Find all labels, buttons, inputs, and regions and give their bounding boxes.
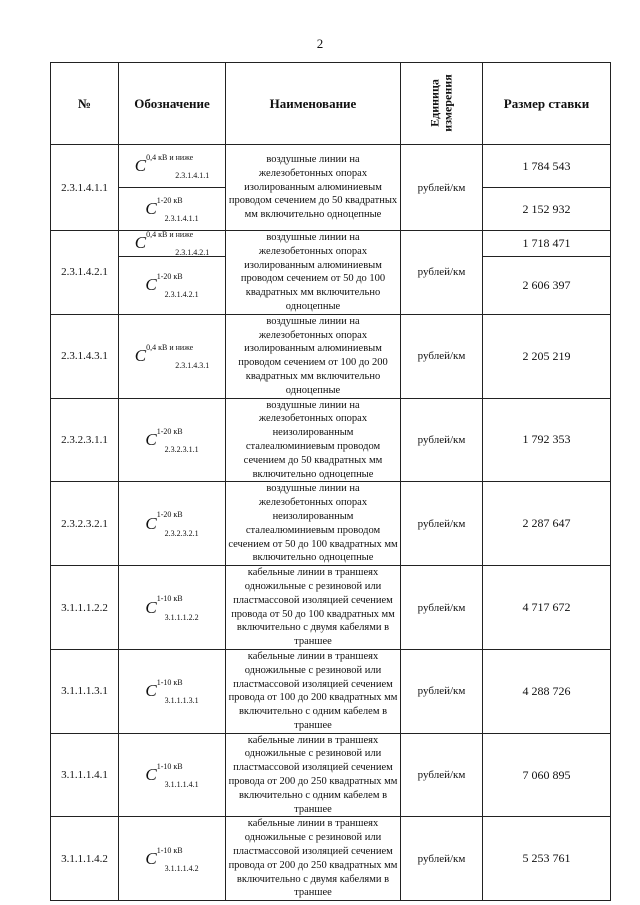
row-num: 2.3.2.3.1.1 [51,398,119,482]
row-designation: $C^{1-20 кВ}_{2.3.1.4.1.1}$ [119,188,226,231]
row-rate: 2 152 932 [483,188,611,231]
row-designation: $C^{1-10 кВ}_{3.1.1.1.3.1}$ [119,649,226,733]
table-header-row [51,63,611,145]
table-row [51,566,611,650]
row-designation: $C^{0,4 кВ и ниже}_{2.3.1.4.1.1}$ [119,145,226,188]
table-row [51,817,611,901]
row-designation: $C^{1-20 кВ}_{2.3.2.3.2.1}$ [119,482,226,566]
row-designation: $C^{1-10 кВ}_{3.1.1.1.2.2}$ [119,566,226,650]
table-row [51,398,611,482]
row-num: 3.1.1.1.2.2 [51,566,119,650]
header-designation: Обозначение [119,63,226,145]
row-unit: рублей/км [401,231,483,315]
row-designation: $C^{0,4 кВ и ниже}_{2.3.1.4.3.1}$ [119,314,226,398]
row-name: воздушные линии на железобетонных опорах изолированным алюминиевым проводом сечением от 100 до 200 квадратных мм включительно одноцепные [226,314,401,398]
row-unit: рублей/км [401,482,483,566]
row-unit: рублей/км [401,733,483,817]
row-rate: 2 606 397 [483,256,611,314]
row-num: 2.3.1.4.3.1 [51,314,119,398]
table-row [51,314,611,398]
row-name: кабельные линии в траншеях одножильные с резиновой или пластмассовой изоляцией сечением провода от 50 до 100 квадратных мм включительно с двумя кабелями в траншее [226,566,401,650]
row-num: 3.1.1.1.4.1 [51,733,119,817]
row-designation: $C^{1-10 кВ}_{3.1.1.1.4.1}$ [119,733,226,817]
row-designation: $C^{1-20 кВ}_{2.3.2.3.1.1}$ [119,398,226,482]
row-designation: $C^{1-20 кВ}_{2.3.1.4.2.1}$ [119,256,226,314]
row-rate: 5 253 761 [483,817,611,901]
row-num: 2.3.1.4.2.1 [51,231,119,315]
row-name: кабельные линии в траншеях одножильные с резиновой или пластмассовой изоляцией сечением провода от 100 до 200 квадратных мм включительно с одним кабелем в траншее [226,649,401,733]
row-unit: рублей/км [401,817,483,901]
row-rate: 7 060 895 [483,733,611,817]
row-designation: $C^{1-10 кВ}_{3.1.1.1.4.2}$ [119,817,226,901]
header-unit-line1: Единица [427,79,442,127]
row-unit: рублей/км [401,566,483,650]
row-rate: 2 205 219 [483,314,611,398]
header-name: Наименование [226,63,401,145]
table-row [51,649,611,733]
row-num: 3.1.1.1.3.1 [51,649,119,733]
row-rate: 4 717 672 [483,566,611,650]
row-num: 3.1.1.1.4.2 [51,817,119,901]
row-unit: рублей/км [401,145,483,231]
header-unit-line2: измерения [440,74,455,132]
row-name: кабельные линии в траншеях одножильные с резиновой или пластмассовой изоляцией сечением провода от 200 до 250 квадратных мм включительно с двумя кабелями в траншее [226,817,401,901]
header-rate: Размер ставки [483,63,611,145]
row-designation: $C^{0,4 кВ и ниже}_{2.3.1.4.2.1}$ [119,231,226,257]
row-name: воздушные линии на железобетонных опорах изолированным алюминиевым проводом сечением от 50 до 100 квадратных мм включительно одноцепные [226,231,401,315]
row-num: 2.3.1.4.1.1 [51,145,119,231]
row-name: кабельные линии в траншеях одножильные с резиновой или пластмассовой изоляцией сечением провода от 200 до 250 квадратных мм включительно с одним кабелем в траншее [226,733,401,817]
table-row [51,231,611,257]
row-name: воздушные линии на железобетонных опорах неизолированным сталеалюминиевым проводом сечением от 50 до 100 квадратных мм включительно одноцепные [226,482,401,566]
header-unit [401,63,483,145]
table-row [51,733,611,817]
row-name: воздушные линии на железобетонных опорах неизолированным сталеалюминиевым проводом сечением до 50 квадратных мм включительно одноцепные [226,398,401,482]
rates-table [50,62,611,901]
table-row [51,145,611,188]
header-num: № [51,63,119,145]
row-unit: рублей/км [401,398,483,482]
table-row [51,482,611,566]
row-rate: 1 784 543 [483,145,611,188]
row-rate: 1 792 353 [483,398,611,482]
row-rate: 4 288 726 [483,649,611,733]
row-unit: рублей/км [401,314,483,398]
row-num: 2.3.2.3.2.1 [51,482,119,566]
row-name: воздушные линии на железобетонных опорах изолированным алюминиевым проводом сечением до 50 квадратных мм включительно одноцепные [226,145,401,231]
row-rate: 1 718 471 [483,231,611,257]
row-unit: рублей/км [401,649,483,733]
row-rate: 2 287 647 [483,482,611,566]
page-number: 2 [316,36,324,51]
